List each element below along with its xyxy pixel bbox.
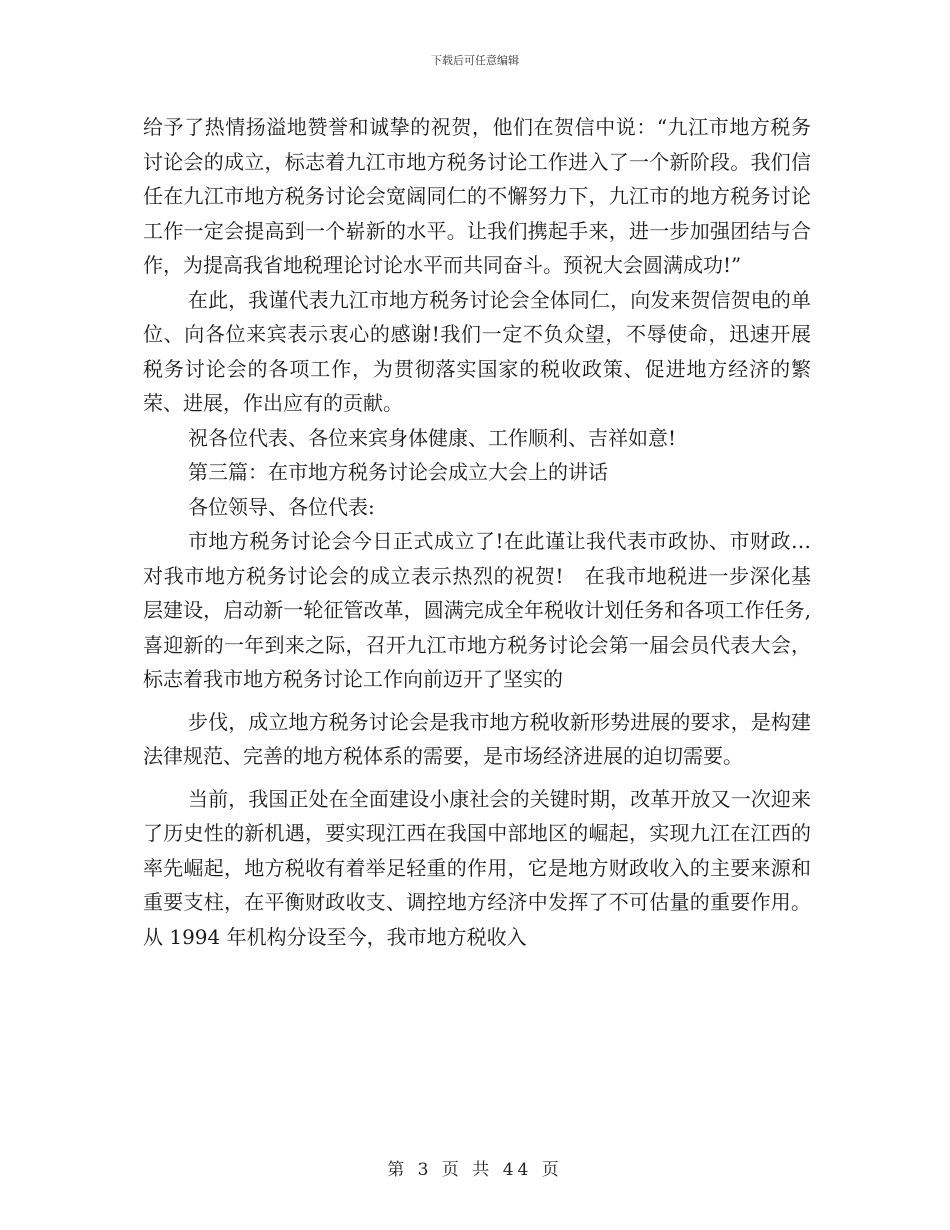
speech-salutation: 各位领导、各位代表: — [188, 494, 375, 519]
paragraph-founding: 市地方税务讨论会今日正式成立了!在此谨让我代表市政协、市财政…对我市地方税务讨论会的成立表示热烈的祝贺! 在我市地税进一步深化基层建设，启动新一轮征管改革，圆满完成全年税收计划任务和各项工作任务,喜迎新的一年到来之际，召开九江市地方税务讨论会第一届会员代表大会，标志着我市地方税务讨论工作向前迈开了坚实的 — [143, 529, 811, 691]
paragraph-thanks: 在此，我谨代表九江市地方税务讨论会全体同仁，向发来贺信贺电的单位、向各位来宾表示衷心的感谢!我们一定不负众望，不辱使命，迅速开展税务讨论会的各项工作，为贯彻落实国家的税收政策、促进地方经济的繁荣、进展，作出应有的贡献。 — [143, 287, 811, 415]
section-heading: 第三篇：在市地方税务讨论会成立大会上的讲话 — [188, 460, 608, 484]
paragraph-congratulation-quote: 给予了热情扬溢地赞誉和诚挚的祝贺，他们在贺信中说：“九江市地方税务讨论会的成立，标志着九江市地方税务讨论工作进入了一个新阶段。我们信任在九江市地方税务讨论会宽阔同仁的不懈努力下，九江市的地方税务讨论工作一定会提高到一个崭新的水平。让我们携起手来，进一步加强团结与合作，为提高我省地税理论讨论水平而共同奋斗。预祝大会圆满成功!” — [143, 115, 811, 277]
paragraph-current-situation: 当前，我国正处在全面建设小康社会的关键时期，改革开放又一次迎来了历史性的新机遇，要实现江西在我国中部地区的崛起，实现九江在江西的率先崛起，地方税收有着举足轻重的作用，它是地方财政收入的主要来源和重要支柱，在平衡财政收支、调控地方经济中发挥了不可估量的重要作用。从 1994 年机构分设至今，我市地方税收入 — [143, 786, 811, 949]
page-header-note: 下载后可任意编辑 — [431, 54, 519, 67]
page-number: 第 3 页 共 44 页 — [387, 1160, 563, 1180]
paragraph-significance: 步伐，成立地方税务讨论会是我市地方税收新形势进展的要求，是构建法律规范、完善的地方税体系的需要，是市场经济进展的迫切需要。 — [143, 709, 811, 768]
paragraph-wishes: 祝各位代表、各位来宾身体健康、工作顺利、吉祥如意! — [188, 425, 677, 450]
document-body — [143, 110, 811, 954]
